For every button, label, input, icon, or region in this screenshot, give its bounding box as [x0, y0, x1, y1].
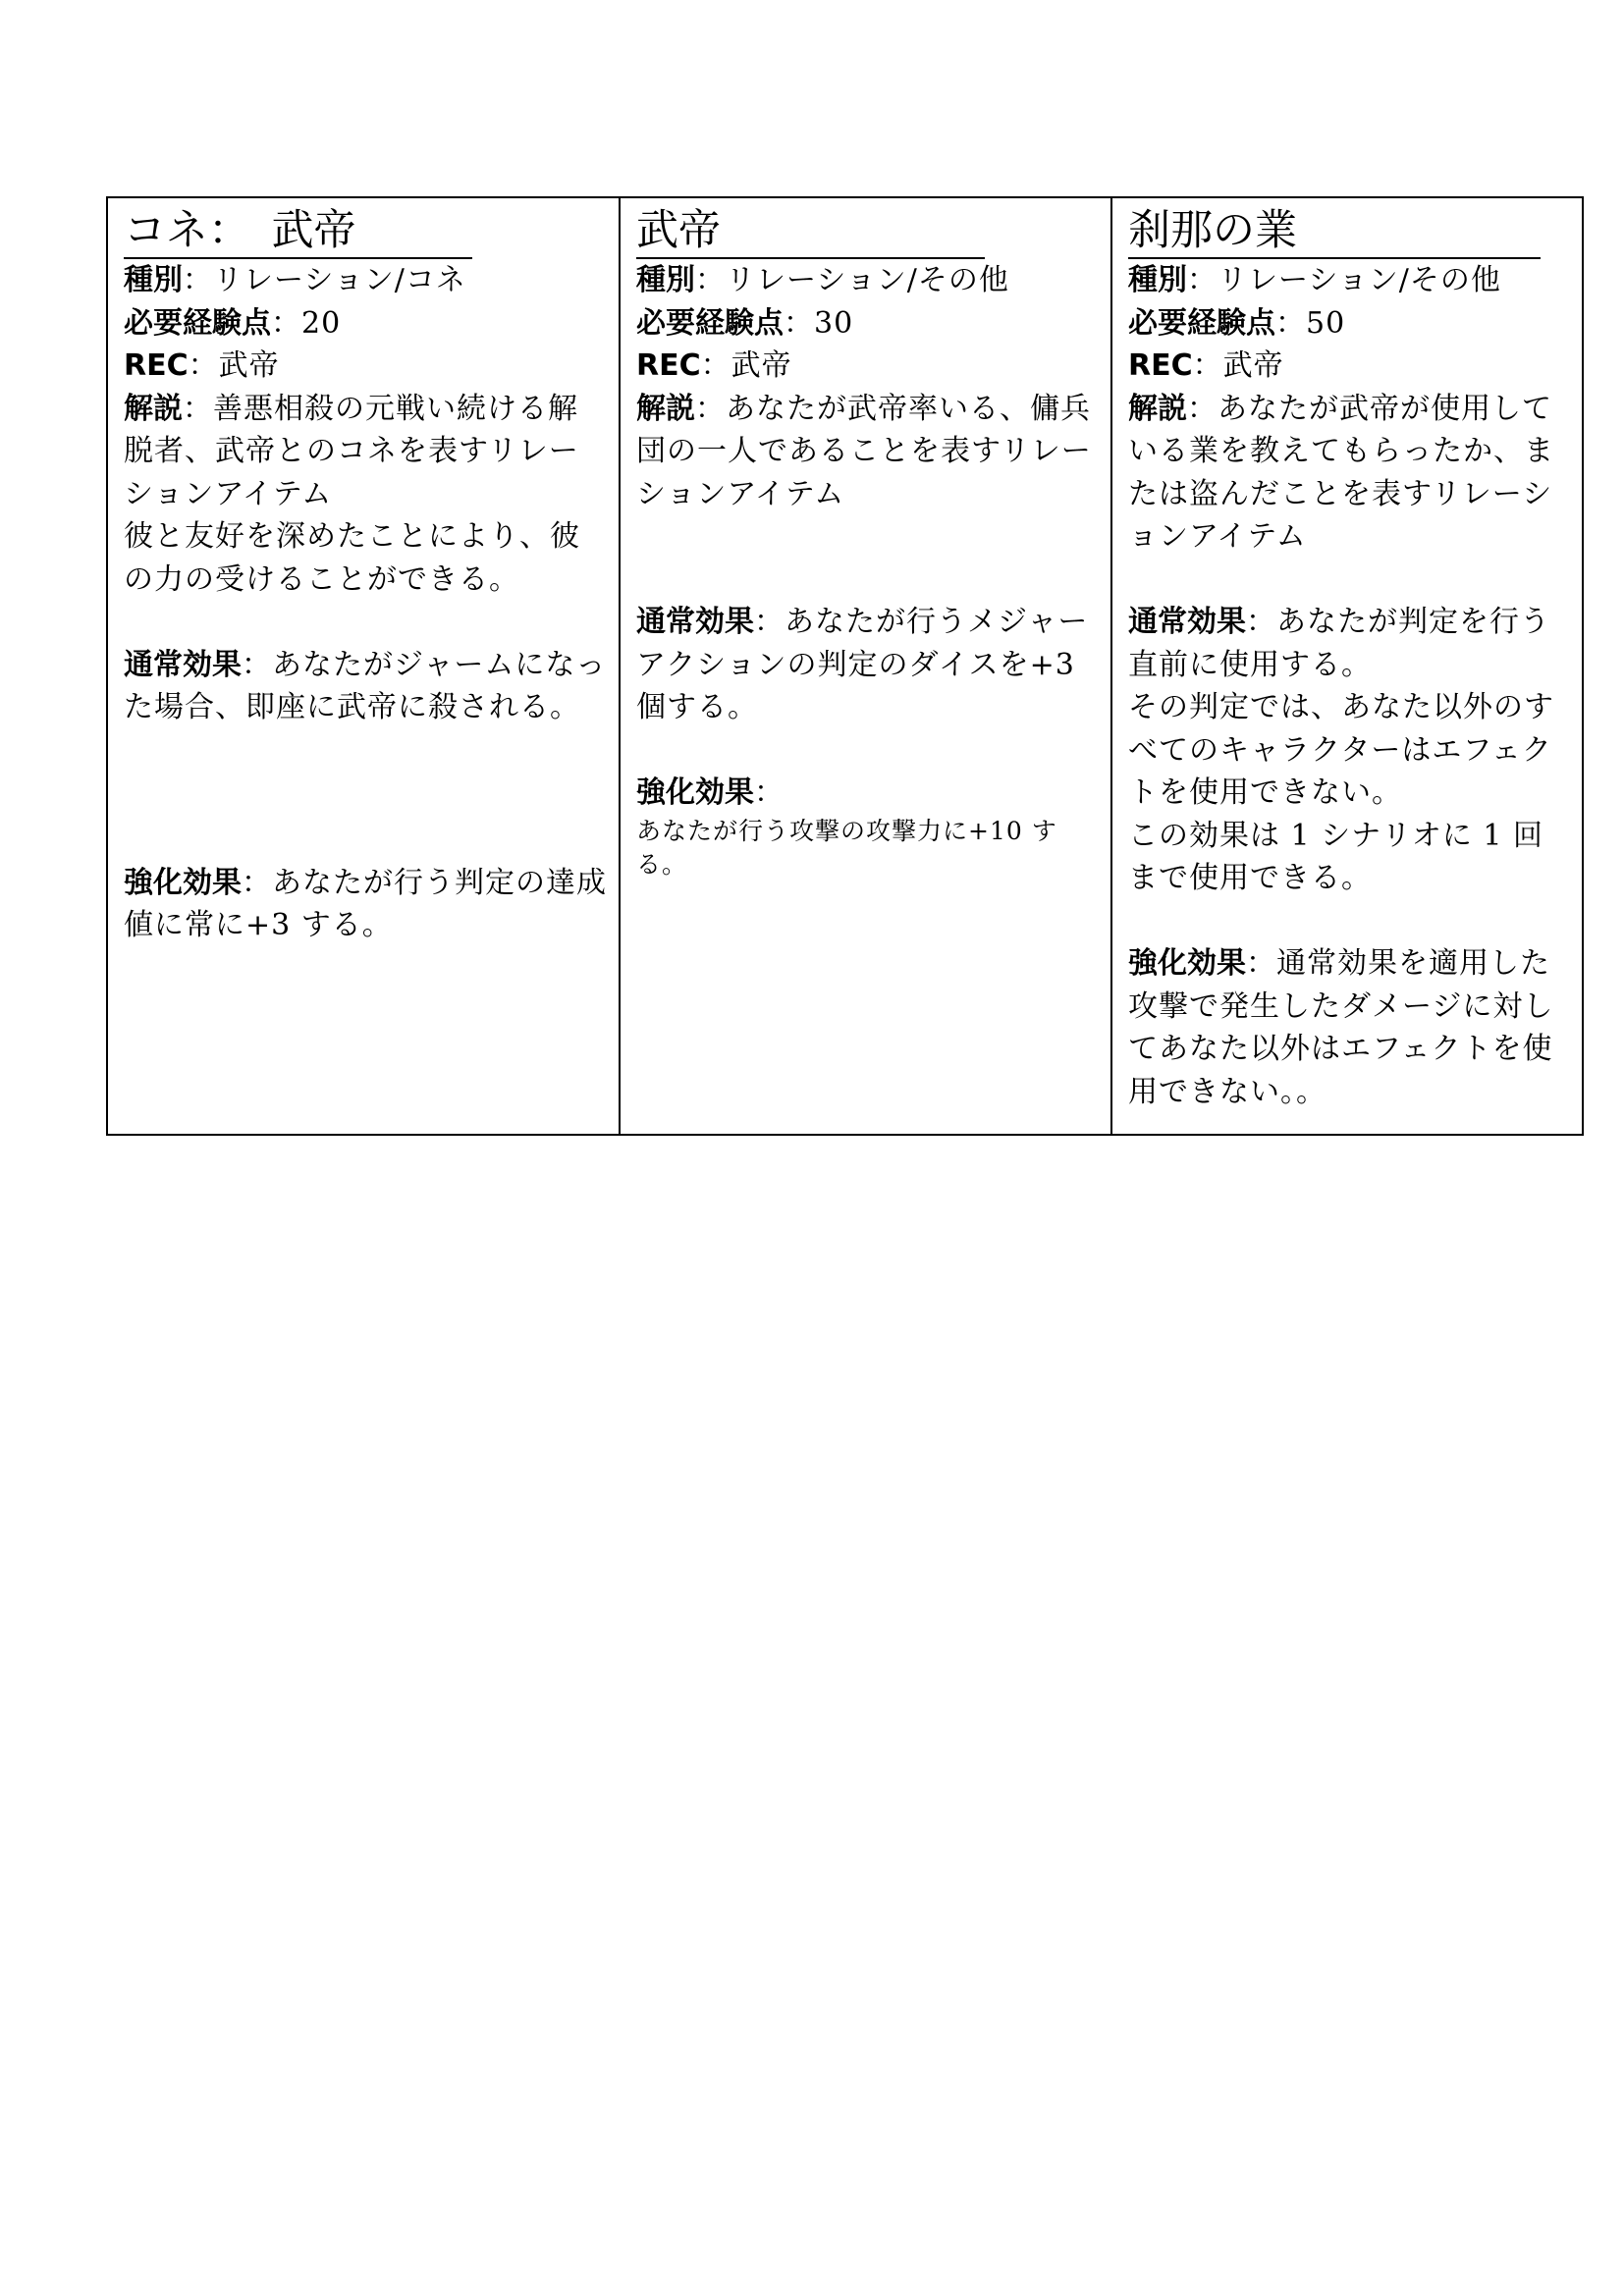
normal-value: ：あなたがジャームになった場合、即座に武帝に殺される。 — [124, 647, 607, 724]
type-field — [636, 259, 1099, 302]
type-value: ：リレーション/その他 — [695, 263, 1009, 297]
xp-label: 必要経験点 — [124, 305, 271, 341]
xp-value: ：20 — [271, 305, 342, 341]
desc-label: 解説 — [124, 391, 183, 426]
normal-effect — [636, 601, 1099, 729]
xp-value: ：50 — [1275, 305, 1346, 341]
rec-field — [124, 345, 607, 388]
enhanced-value: ：あなたが行う判定の達成値に常に+3 する。 — [124, 865, 607, 942]
desc-label: 解説 — [1128, 391, 1187, 426]
normal-extra-1: その判定では、あなた以外のすべてのキャラクターはエフェクトを使用できない。 — [1128, 690, 1554, 810]
type-label: 種別 — [636, 263, 695, 297]
enhanced-value: ： — [754, 775, 785, 810]
card-setsuna-no-gou — [1112, 198, 1582, 1134]
enhanced-effect — [124, 862, 607, 947]
type-value: ：リレーション/コネ — [183, 263, 466, 297]
normal-value: ：あなたが行うメジャーアクションの判定のダイスを+3 個する。 — [636, 605, 1089, 724]
description — [124, 388, 607, 516]
xp-field — [636, 302, 1099, 346]
enhanced-label: 強化効果 — [124, 865, 242, 900]
enhanced-extra: あなたが行う攻撃の攻撃力に+10 する。 — [636, 816, 1057, 879]
rec-label: REC — [124, 348, 189, 383]
type-label: 種別 — [124, 263, 183, 297]
normal-label: 通常効果 — [1128, 605, 1246, 639]
xp-label: 必要経験点 — [636, 305, 784, 341]
type-field — [1128, 259, 1570, 302]
card-title: コネ： 武帝 — [124, 206, 472, 259]
relation-item-table — [106, 196, 1584, 1136]
card-kone-butei — [108, 198, 621, 1134]
desc-value: ：あなたが武帝率いる、傭兵団の一人であることを表すリレーションアイテム — [636, 391, 1092, 511]
description — [636, 388, 1099, 516]
desc-label: 解説 — [636, 391, 695, 426]
rec-label: REC — [636, 348, 701, 383]
rec-label: REC — [1128, 348, 1193, 383]
enhanced-effect — [1128, 942, 1570, 1113]
card-title: 武帝 — [636, 206, 985, 259]
normal-extra-2: この効果は 1 シナリオに 1 回まで使用できる。 — [1128, 818, 1544, 895]
xp-field — [1128, 302, 1570, 346]
normal-label: 通常効果 — [636, 605, 754, 639]
normal-effect — [1128, 601, 1570, 686]
card-butei — [621, 198, 1112, 1134]
desc-value: ：善悪相殺の元戦い続ける解脱者、武帝とのコネを表すリレーションアイテム — [124, 391, 579, 511]
rec-field — [1128, 345, 1570, 388]
type-value: ：リレーション/その他 — [1187, 263, 1501, 297]
enhanced-label: 強化効果 — [1128, 946, 1246, 981]
xp-value: ：30 — [784, 305, 854, 341]
type-field — [124, 259, 607, 302]
rec-value: ：武帝 — [700, 348, 792, 383]
normal-effect — [124, 644, 607, 729]
enhanced-label: 強化効果 — [636, 775, 754, 810]
card-title: 刹那の業 — [1128, 206, 1541, 259]
desc-value: ：あなたが武帝が使用している業を教えてもらったか、または盗んだことを表すリレーションアイテム — [1128, 391, 1554, 554]
normal-value: ：あなたが判定を行う直前に使用する。 — [1128, 605, 1550, 682]
xp-field — [124, 302, 607, 346]
normal-label: 通常効果 — [124, 647, 242, 682]
rec-value: ：武帝 — [1192, 348, 1284, 383]
description-extra: 彼と友好を深めたことにより、彼の力の受けることができる。 — [124, 519, 580, 597]
rec-value: ：武帝 — [188, 348, 280, 383]
enhanced-value: ：通常効果を適用した攻撃で発生したダメージに対してあなた以外はエフェクトを使用できない。。 — [1128, 946, 1554, 1109]
enhanced-effect — [636, 772, 1099, 815]
description — [1128, 388, 1570, 559]
rec-field — [636, 345, 1099, 388]
xp-label: 必要経験点 — [1128, 305, 1275, 341]
type-label: 種別 — [1128, 263, 1187, 297]
